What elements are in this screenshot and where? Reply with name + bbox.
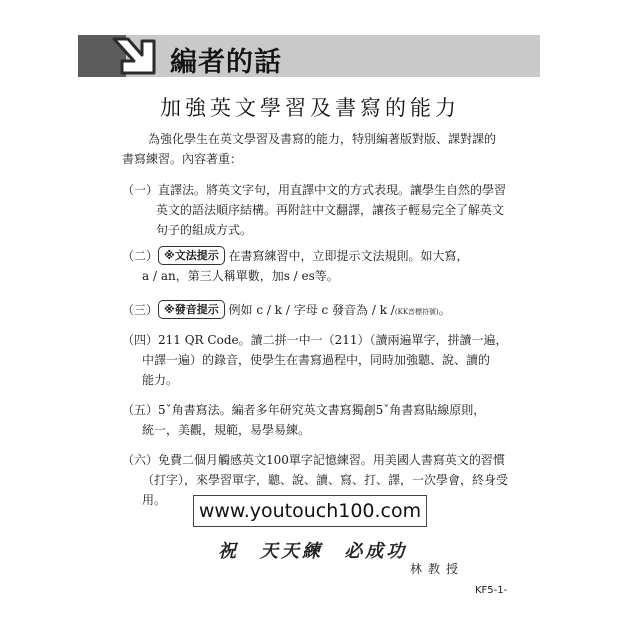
kk-note: (KK音標符號) bbox=[394, 308, 439, 316]
item-three-prefix: （三） bbox=[122, 303, 159, 317]
item-two-text: 在書寫練習中，立即提示文法規則。如大寫， bbox=[228, 249, 469, 263]
arrow-icon bbox=[108, 33, 160, 81]
header-title: 編者的話 bbox=[170, 47, 282, 78]
item-one-line-2: 英文的語法順序結構。再附註中文翻譯，讓孩子輕易完全了解英文 bbox=[156, 203, 505, 217]
author-name: 林教授 bbox=[410, 562, 465, 576]
intro-line-1: 為強化學生在英文學習及書寫的能力，特別編著版對版、課對課的 bbox=[148, 132, 497, 146]
item-one-line-1: （一）直譯法。將英文字句，用直譯中文的方式表現。讓學生自然的學習 bbox=[122, 183, 507, 197]
list-item bbox=[122, 400, 512, 440]
item-three-text: 例如 c / k / 字母 c 發音為 / k / bbox=[228, 303, 395, 317]
item-four-line-3: 能力。 bbox=[142, 373, 179, 387]
item-six-line-2: （打字），來學習單字，聽、說、讀、寫、打、譯，一次學會，終身受 bbox=[142, 473, 509, 487]
list-item bbox=[122, 246, 512, 286]
item-two-line-2: a / an，第三人稱單數，加s / es等。 bbox=[142, 269, 339, 283]
closing-slogan: 祝 天天練 必成功 bbox=[218, 541, 408, 562]
item-four-line-2: 中譯一遍）的錄音，使學生在書寫過程中，同時加強聽、說、讀的 bbox=[142, 353, 491, 367]
item-two-prefix: （二） bbox=[122, 249, 159, 263]
item-five-line-1: （五）5ˇ角書寫法。編者多年研究英文書寫獨創5ˇ角書寫貼線原則， bbox=[122, 403, 486, 417]
item-three-end: 。 bbox=[438, 303, 451, 317]
item-one-line-3: 句子的組成方式。 bbox=[156, 223, 253, 237]
page-number: KF5-1- bbox=[475, 585, 508, 596]
grammar-hint-badge: ※文法提示 bbox=[158, 246, 225, 265]
list-item bbox=[122, 330, 512, 390]
item-six-line-3: 用。 bbox=[142, 493, 167, 507]
main-title: 加強英文學習及書寫的能力 bbox=[160, 96, 460, 120]
list-item bbox=[122, 180, 512, 240]
website-url: www.youtouch100.com bbox=[193, 495, 427, 527]
item-four-line-1: （四）211 QR Code。讀二拼一中一（211）（讀兩遍單字，拼讀一遍， bbox=[122, 333, 508, 347]
intro-line-2: 書寫練習。內容著重： bbox=[122, 152, 243, 166]
item-five-line-2: 統一，美觀，規範，易學易練。 bbox=[142, 423, 311, 437]
item-six-line-1: （六）免費二個月觸感英文100單字記憶練習。用美國人書寫英文的習慣 bbox=[122, 453, 505, 467]
list-item bbox=[122, 300, 512, 322]
pronunciation-hint-badge: ※發音提示 bbox=[158, 300, 225, 319]
